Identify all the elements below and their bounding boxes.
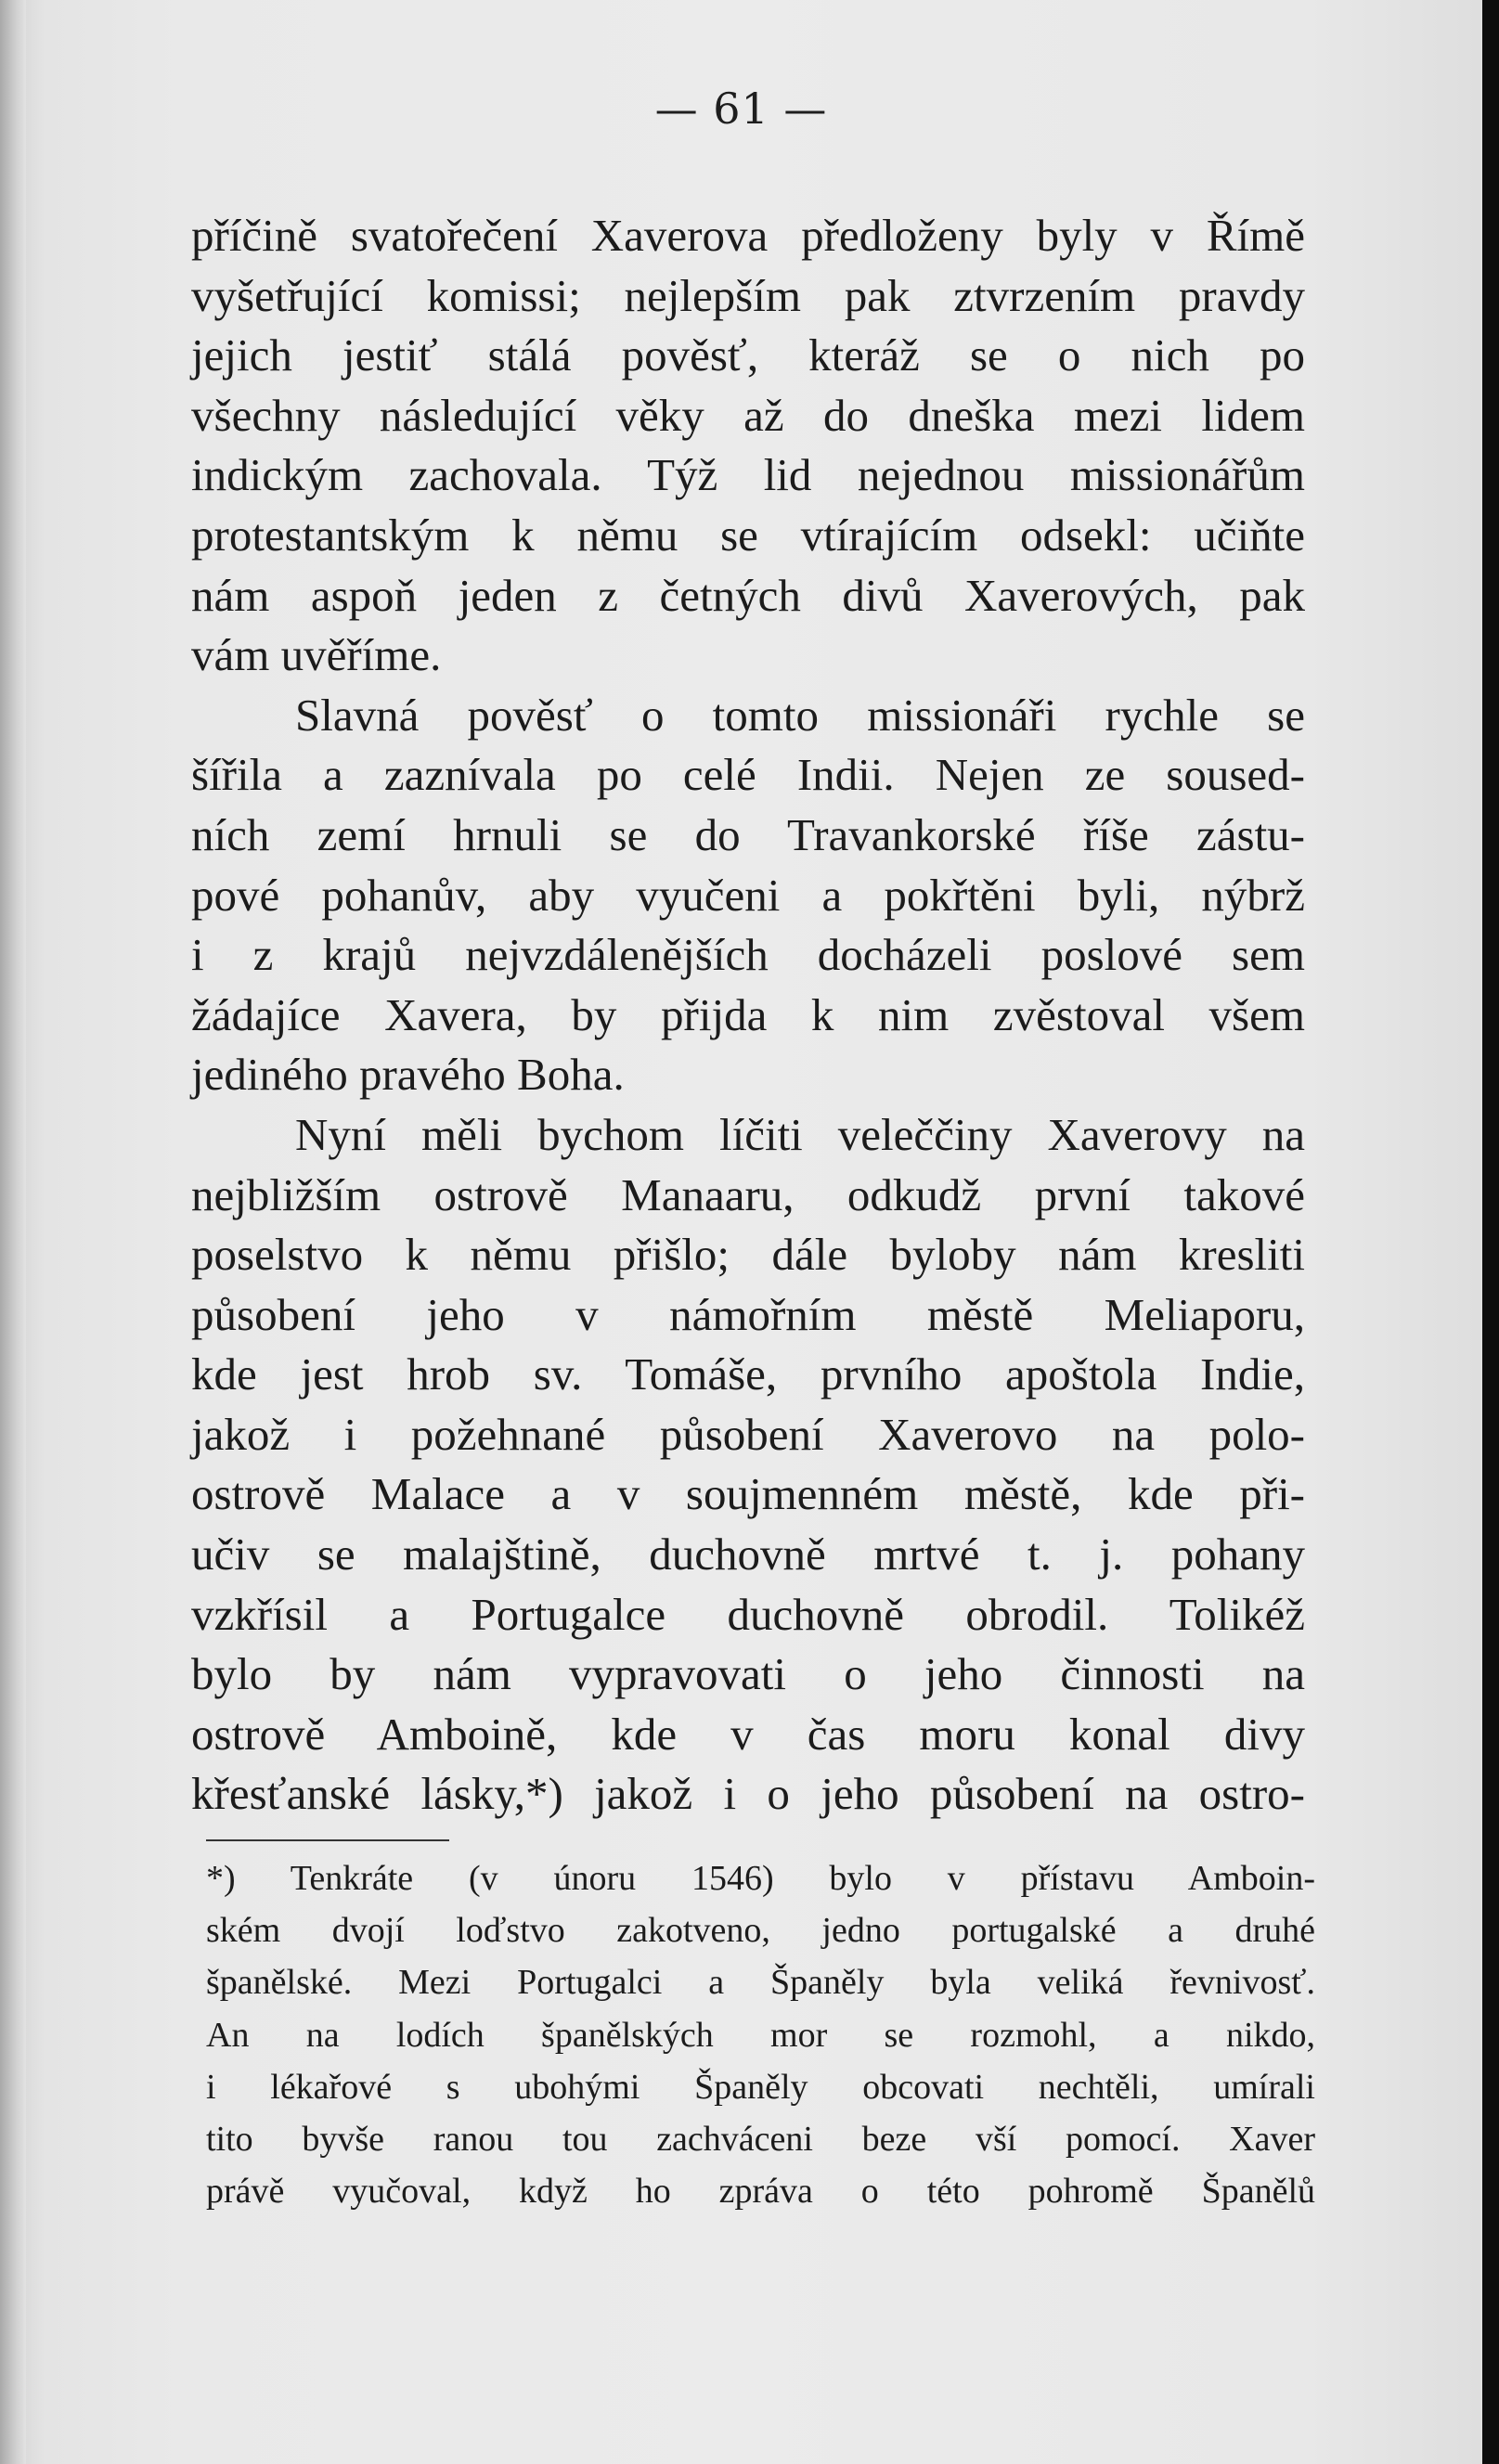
footnote-block <box>206 1852 1315 2217</box>
footnote-text-line: španělské. Mezi Portugalci a Španěly byla veliká řevnivosť. <box>206 1963 1315 2003</box>
body-text-line: příčině svatořečení Xaverova předloženy byly v Římě <box>191 210 1305 261</box>
body-text-line: jediného pravého Boha. <box>191 1049 625 1101</box>
page-number: — 61 — <box>654 84 828 134</box>
footnote-separator <box>206 1839 449 1841</box>
body-text-line: protestantským k němu se vtírajícím odsekl: učiňte <box>191 509 1305 561</box>
footnote-text-line: i lékařové s ubohými Španěly obcovati nechtěli, umírali <box>206 2067 1315 2107</box>
body-text-line: ostrově Amboině, kde v čas moru konal divy <box>191 1708 1305 1760</box>
footnote-text-line: An na lodích španělských mor se rozmohl, a nikdo, <box>206 2015 1315 2055</box>
main-text-block <box>191 206 1305 1825</box>
body-text-line: vyšetřující komissi; nejlepším pak ztvrzením pravdy <box>191 269 1305 321</box>
page-gutter-shadow <box>0 0 26 2464</box>
body-text-line: jejich jestiť stálá pověsť, kteráž se o nich po <box>191 329 1305 381</box>
body-text-line: ostrově Malace a v soujmenném městě, kde při- <box>191 1468 1305 1520</box>
body-text-line: žádajíce Xavera, by přijda k nim zvěstoval všem <box>191 988 1305 1040</box>
footnote-text-line: ském dvojí loďstvo zakotveno, jedno portugalské a druhé <box>206 1911 1315 1951</box>
body-text-line: vám uvěříme. <box>191 629 442 681</box>
body-text-line: Nyní měli bychom líčiti veleččiny Xaverovy na <box>295 1108 1305 1160</box>
body-text-line: indickým zachovala. Týž lid nejednou missionářům <box>191 449 1305 501</box>
body-text-line: pové pohanův, aby vyučeni a pokřtěni byli, nýbrž <box>191 869 1305 921</box>
body-text-line: všechny následující věky až do dneška mezi lidem <box>191 389 1305 441</box>
footnote-text-line: tito byvše ranou tou zachváceni beze vší pomocí. Xaver <box>206 2119 1315 2159</box>
scan-border <box>1482 0 1499 2464</box>
footnote-text-line: právě vyučoval, když ho zpráva o této pohromě Španělů <box>206 2172 1315 2212</box>
body-text-line: křesťanské lásky,*) jakož i o jeho působení na ostro- <box>191 1768 1305 1820</box>
body-text-line: nejbližším ostrově Manaaru, odkudž první takové <box>191 1168 1305 1220</box>
body-text-line: poselstvo k němu přišlo; dále byloby nám kresliti <box>191 1229 1305 1281</box>
body-text-line: šířila a zaznívala po celé Indii. Nejen ze soused- <box>191 749 1305 801</box>
body-text-line: vzkřísil a Portugalce duchovně obrodil. Tolikéž <box>191 1588 1305 1640</box>
footnote-text-line: *) Tenkráte (v únoru 1546) bylo v přístavu Amboin- <box>206 1859 1315 1898</box>
body-text-line: kde jest hrob sv. Tomáše, prvního apoštola Indie, <box>191 1348 1305 1400</box>
body-text-line: jakož i požehnané působení Xaverovo na polo- <box>191 1408 1305 1460</box>
body-text-line: působení jeho v námořním městě Meliaporu, <box>191 1288 1305 1340</box>
body-text-line: i z krajů nejvzdálenějších docházeli poslové sem <box>191 929 1305 981</box>
body-text-line: bylo by nám vypravovati o jeho činnosti na <box>191 1648 1305 1700</box>
body-text-line: Slavná pověsť o tomto missionáři rychle se <box>295 689 1305 741</box>
body-text-line: nám aspoň jeden z četných divů Xaverových, pak <box>191 569 1305 621</box>
body-text-line: ních zemí hrnuli se do Travankorské říše zástu- <box>191 808 1305 860</box>
body-text-line: učiv se malajštině, duchovně mrtvé t. j. pohany <box>191 1529 1305 1580</box>
